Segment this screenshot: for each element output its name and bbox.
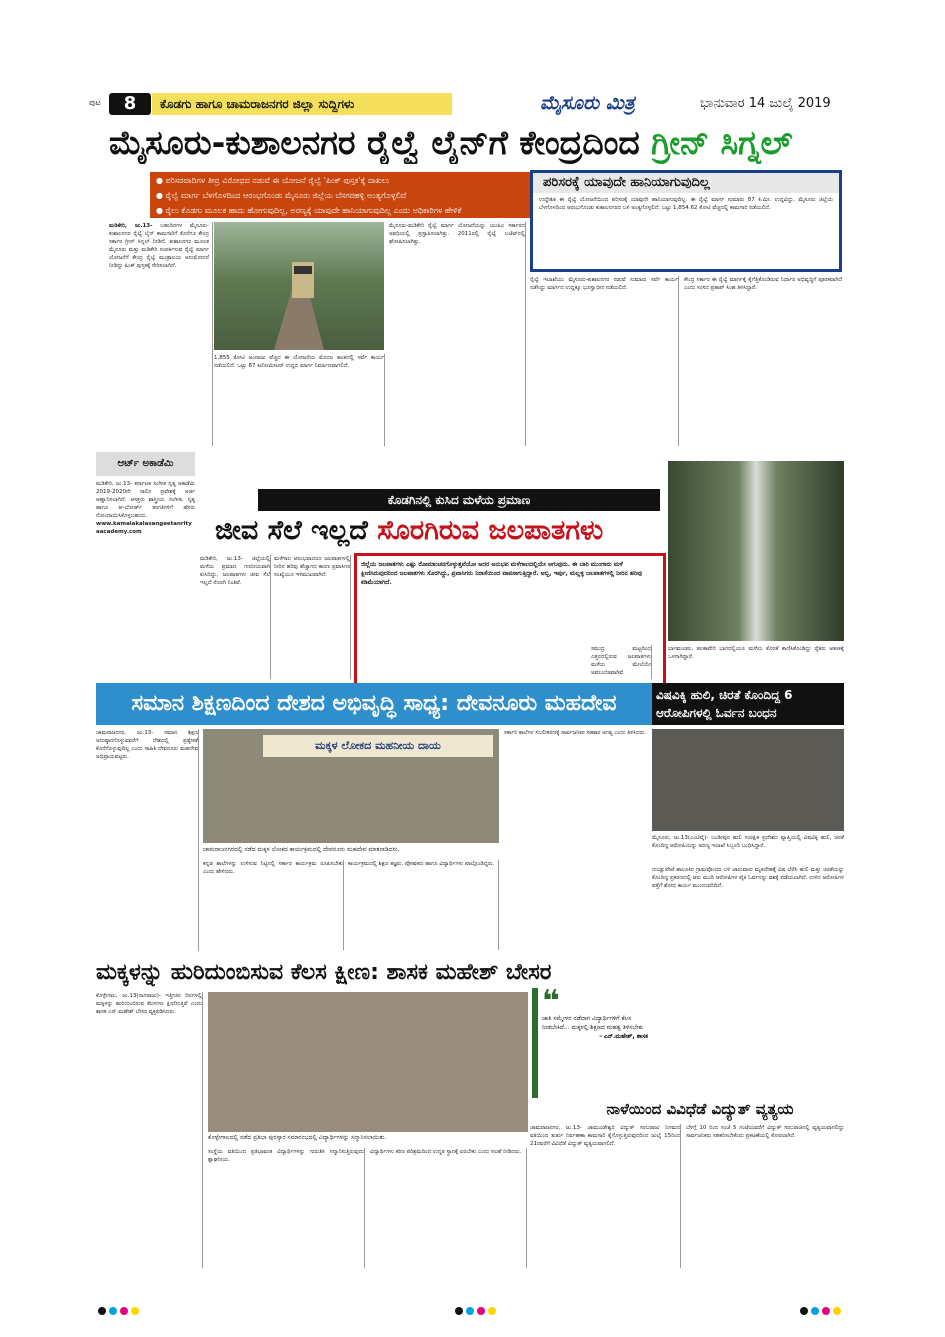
registration-dot	[466, 1307, 474, 1315]
waterfalls-body-col5: ಭಾಗಮಂಡಲ, ತಲಕಾವೇರಿ ಭಾಗದಲ್ಲಿಯೂ ಮಳೆಯ ಕೊರತೆ ಕಾಣಿಸಿಕೊಂಡಿದ್ದು ರೈತರು ಆತಂಕಕ್ಕೆ ಒಳಗಾಗಿದ್ದಾರೆ.	[668, 646, 844, 660]
education-body-col1: ಚಾಮರಾಜನಗರ, ಜು.13- ಸಮಾನ ಶಿಕ್ಷಣ ಅನುಷ್ಠಾನಗೊಳ್ಳುವವರೆಗೆ ದೇಶದಲ್ಲಿ ಪ್ರತ್ಯೇಕತೆ ಕೊನೆಗೊಳ್ಳುವುದಿಲ್ಲ ಎಂದು ಸಾಹಿತಿ ದೇವನೂರು ಮಹದೇವ ಅಭಿಪ್ರಾಯಪಟ್ಟರು.	[96, 729, 199, 951]
waterfalls-body-col4: ಸಮುದ್ರ ಮಟ್ಟದಿಂದ ಎತ್ತರದಲ್ಲಿರುವ ಜಲಪಾತಗಳು ಮಳೆಯ ಮೇಲೆಯೇ ಅವಲಂಬಿತವಾಗಿವೆ.	[591, 645, 652, 679]
quote-mark-icon: ❝	[542, 984, 560, 1019]
registration-dot	[131, 1307, 139, 1315]
waterfalls-body-col1: ಮಡಿಕೇರಿ, ಜು.13- ಜಿಲ್ಲೆಯಲ್ಲಿ ಮಳೆಯ ಪ್ರಮಾಣ ಗಣನೀಯವಾಗಿ ಕುಸಿದಿದ್ದು, ಜಲಪಾತಗಳು ಜೀವ ಸೆಲೆ ಇಲ್ಲದೆ ಸೊರಗಿ ನಿಂತಿವೆ.	[200, 555, 271, 679]
waterfalls-strap: ಕೊಡಗಿನಲ್ಲಿ ಕುಸಿದ ಮಳೆಯ ಪ್ರಮಾಣ	[258, 489, 660, 511]
paper-logo: ಮೈಸೂರು ಮಿತ್ರ	[540, 92, 635, 114]
page-number: 8	[123, 93, 137, 114]
power-body-col2: ಬೆಳಿಗ್ಗೆ 10 ರಿಂದ ಸಂಜೆ 5 ಗಂಟೆಯವರೆಗೆ ವಿದ್ಯುತ್ ಸರಬರಾಜಿನಲ್ಲಿ ವ್ಯತ್ಯಯವಾಗಲಿದ್ದು ಸಾರ್ವಜನಿಕರು ಸಹಕರಿಸಬೇಕೆಂದು ಪ್ರಕಟಣೆಯಲ್ಲಿ ಕೋರಲಾಗಿದೆ.	[686, 1125, 844, 1139]
lead-bullet: ● ಪರಿಸರವಾದಿಗಳ ತೀವ್ರ ವಿರೋಧದ ನಡುವೆ ಈ ಯೋಜನೆ ರೈಲ್ವೆ 'ಪಿಂಕ್ ಪುಸ್ತಕ'ಕ್ಕೆ ದಾಖಲು	[156, 176, 390, 185]
registration-dot	[488, 1307, 496, 1315]
waterfalls-headline	[215, 511, 665, 551]
lead-headline-main: ಮೈಸೂರು-ಕುಶಾಲನಗರ ರೈಲ್ವೆ ಲೈನ್‌ಗೆ ಕೇಂದ್ರದಿಂದ	[109, 123, 652, 162]
registration-marks-center	[455, 1300, 499, 1310]
waterfalls-body-col2: ಮಳೆಗಾಲ ಆರಂಭವಾದರೂ ಜಲಪಾತಗಳಲ್ಲಿ ನೀರಿನ ಹರಿವು ಹೆಚ್ಚಾಗದ ಕಾರಣ ಪ್ರವಾಸಿಗರ ಸಂಖ್ಯೆಯೂ ಇಳಿಮುಖವಾಗಿದೆ.	[274, 555, 351, 679]
environment-box	[530, 170, 842, 272]
arts-academy-body: ಮಡಿಕೇರಿ, ಜು.13- ಕರ್ನಾಟಕ ಸಂಗೀತ ನೃತ್ಯ ಅಕಾಡೆಮಿ 2019-2020ನೇ ಸಾಲಿನ ಪ್ರವೇಶಕ್ಕೆ ಅರ್ಜಿ ಆಹ್ವಾನಿಸಲಾಗಿದೆ. ಆಸಕ್ತರು ಶಾಸ್ತ್ರೀಯ ಸಂಗೀತ, ನೃತ್ಯ ಹಾಗೂ ಕೀ-ಬೋರ್ಡ್ ತರಗತಿಗಳಿಗೆ ಹೆಸರು ನೋಂದಾಯಿಸಿಕೊಳ್ಳಬಹುದು. www.kamalakalasangeetanrityaacademy.com	[96, 481, 195, 535]
registration-dot	[455, 1307, 463, 1315]
registration-dot	[120, 1307, 128, 1315]
education-headline: ಸಮಾನ ಶಿಕ್ಷಣದಿಂದ ದೇಶದ ಅಭಿವೃದ್ಧಿ ಸಾಧ್ಯ: ದೇವನೂರು ಮಹದೇವ	[96, 683, 652, 725]
education-body-col2: ಕನ್ನಡ ಶಾಲೆಗಳನ್ನು ಉಳಿಸುವ ನಿಟ್ಟಿನಲ್ಲಿ ಸರ್ಕಾರ ಕಾರ್ಯಕ್ರಮ ರೂಪಿಸಬೇಕು ಎಂದು ಹೇಳಿದರು.	[203, 860, 344, 950]
power-headline: ನಾಳೆಯಿಂದ ವಿವಿಧೆಡೆ ವಿದ್ಯುತ್ ವ್ಯತ್ಯಯ	[606, 1100, 794, 1118]
page-number-badge	[109, 93, 151, 115]
arrest-caption: ಮೈಸೂರು, ಜು.13(ಎಂಟಿವೈ)- ಬಂಡೀಪುರ ಹುಲಿ ಸಂರಕ್ಷಿತ ಪ್ರದೇಶದ ವ್ಯಾಪ್ತಿಯಲ್ಲಿ ವಿಷವಿಕ್ಕಿ ಹುಲಿ, ಚಿರತೆ ಕೊಂದಿದ್ದ ಆರೋಪಿಯನ್ನು ಅರಣ್ಯ ಇಲಾಖೆ ಸಿಬ್ಬಂದಿ ಬಂಧಿಸಿದ್ದಾರೆ.	[652, 835, 844, 849]
waterfall-photo	[668, 461, 844, 641]
lead-body-col4: ರೈಲ್ವೆ ಇಲಾಖೆಯು ಮೈಸೂರು-ಕುಶಾಲನಗರ ನಡುವೆ ಸುಮಾರು ಸರ್ವೆ ಕಾರ್ಯ ನಡೆಸಿದ್ದು ಮಾರ್ಗದ ಉದ್ದಕ್ಕೂ ಭೂಸ್ವಾಧೀನ ನಡೆಯಲಿದೆ.	[530, 276, 679, 446]
lead-headline	[109, 122, 844, 164]
issue-date: ಭಾನುವಾರ 14 ಜುಲೈ 2019	[700, 96, 831, 111]
registration-dot	[477, 1307, 485, 1315]
waterfalls-headline-red: ಸೊರಗಿರುವ ಜಲಪಾತಗಳು	[377, 515, 604, 546]
registration-dot	[109, 1307, 117, 1315]
registration-dot	[833, 1307, 841, 1315]
education-photo-caption: ಚಾಮರಾಜನಗರದಲ್ಲಿ ನಡೆದ ಮಕ್ಕಳ ಲೋಕದ ಕಾರ್ಯಕ್ರಮದಲ್ಲಿ ದೇವನೂರು ಮಹದೇವ ಮಾತನಾಡಿದರು.	[203, 846, 400, 853]
registration-dot	[811, 1307, 819, 1315]
lead-body-col2: 1,855 ಕೋಟಿ ಅಂದಾಜು ವೆಚ್ಚದ ಈ ಯೋಜನೆಯ ಮೊದಲ ಹಂತದಲ್ಲಿ ಸರ್ವೆ ಕಾರ್ಯ ನಡೆಯಲಿದೆ. ಒಟ್ಟು 87 ಕಿಲೋಮೀಟರ್ ಉದ್ದದ ಮಾರ್ಗ ನಿರ್ಮಾಣವಾಗಲಿದೆ.	[214, 354, 385, 446]
children-quote-box	[532, 984, 652, 1098]
lead-dateline: ಮಡಿಕೇರಿ, ಜು.13-	[109, 223, 153, 229]
registration-marks-right	[800, 1300, 844, 1310]
registration-marks-left	[98, 1300, 142, 1310]
children-photo-caption: ಕೊಳ್ಳೇಗಾಲದಲ್ಲಿ ನಡೆದ ಪ್ರತಿಭಾ ಪುರಸ್ಕಾರ ಸಮಾರಂಭದಲ್ಲಿ ವಿದ್ಯಾರ್ಥಿಗಳನ್ನು ಸನ್ಮಾನಿಸಲಾಯಿತು.	[208, 1134, 387, 1141]
power-body-col1: ಚಾಮರಾಜನಗರ, ಜು.13- ಚಾಮುಂಡೇಶ್ವರಿ ವಿದ್ಯುತ್ ಸರಬರಾಜು ನಿಗಮದ ವತಿಯಿಂದ ತುರ್ತು ನಿರ್ವಹಣಾ ಕಾಮಗಾರಿ ಕೈಗೊಳ್ಳುತ್ತಿರುವುದರಿಂದ ಜುಲೈ 15ರಿಂದ 21ರವರೆಗೆ ವಿವಿಧೆಡೆ ವಿದ್ಯುತ್ ವ್ಯತ್ಯಯವಾಗಲಿದೆ.	[530, 1124, 681, 1268]
children-quote: ಜಾತಿ ಸಮ್ಮೇಳನ ನಡೆದಾಗ ವಿದ್ಯಾರ್ಥಿಗಳಿಗೆ ಕೆಲಸ ನೀಡಬೇಕಿದೆ... ಮಕ್ಕಳಲ್ಲಿ ಶಿಕ್ಷಣದ ಮಹತ್ವ ತಿಳಿಸಬೇಕು	[542, 1015, 644, 1031]
section-title: ಕೊಡಗು ಹಾಗೂ ಚಾಮರಾಜನಗರ ಜಿಲ್ಲಾ ಸುದ್ದಿಗಳು	[152, 93, 452, 115]
arts-academy-title: ಆರ್ಟ್ ಅಕಾಡೆಮಿ	[96, 452, 195, 476]
registration-dot	[800, 1307, 808, 1315]
education-event-banner: ಮಕ್ಕಳ ಲೋಕದ ಮಹನೀಯ ದಾಯ	[263, 735, 493, 757]
education-body-col3: ಕಾರ್ಯಕ್ರಮದಲ್ಲಿ ಶಿಕ್ಷಣ ತಜ್ಞರು, ಪೋಷಕರು ಹಾಗೂ ವಿದ್ಯಾರ್ಥಿಗಳು ಪಾಲ್ಗೊಂಡಿದ್ದರು.	[348, 860, 499, 950]
environment-box-title: ಪರಿಸರಕ್ಕೆ ಯಾವುದೇ ಹಾನಿಯಾಗುವುದಿಲ್ಲ	[533, 173, 839, 193]
arts-academy-website[interactable]: www.kamalakalasangeetanrityaacademy.com	[96, 521, 192, 535]
children-body-col3: ವಿದ್ಯಾರ್ಥಿಗಳು ಕಠಿಣ ಪರಿಶ್ರಮದಿಂದ ಉನ್ನತ ಸ್ಥಾನಕ್ಕೆ ಏರಬೇಕು ಎಂದು ಸಲಹೆ ನೀಡಿದರು.	[370, 1148, 527, 1268]
registration-dot	[98, 1307, 106, 1315]
children-event-photo	[208, 992, 528, 1132]
lead-bullet: ● ರೈಲು ಕೊಡಗು ಮೂಲಕ ಹಾದು ಹೋಗುವುದಿಲ್ಲ, ಅರಣ್ಯಕ್ಕೆ ಯಾವುದೇ ಹಾನಿಯಾಗುವುದಿಲ್ಲ ಎಂದು ಅಧಿಕಾರಿಗಳ ಹೇಳಿಕೆ	[156, 206, 462, 215]
railway-photo	[214, 222, 384, 350]
children-body-col1: ಕೊಳ್ಳೇಗಾಲ, ಜು.13(ನಾಗರಾಜು)- ಇತ್ತೀಚಿನ ದಿನಗಳಲ್ಲಿ ಮಕ್ಕಳನ್ನು ಹುರಿದುಂಬಿಸುವ ಕೆಲಸಗಳು ಕ್ಷೀಣಿಸುತ್ತಿವೆ ಎಂದು ಶಾಸಕ ಎನ್.ಮಹೇಶ್ ಬೇಸರ ವ್ಯಕ್ತಪಡಿಸಿದರು.	[96, 992, 203, 1268]
arrest-photo	[652, 729, 844, 831]
arrest-headline: ವಿಷವಿಕ್ಕಿ ಹುಲಿ, ಚಿರತೆ ಕೊಂದಿದ್ದ 6 ಆರೋಪಿಗಳಲ್ಲಿ ಓರ್ವನ ಬಂಧನ	[652, 683, 844, 725]
children-body-col2: ಸಂಸ್ಥೆಯ ವತಿಯಿಂದ ಪ್ರತಿಭಾವಂತ ವಿದ್ಯಾರ್ಥಿಗಳನ್ನು ಗುರುತಿಸಿ ಸನ್ಮಾನಿಸುತ್ತಿರುವುದು ಶ್ಲಾಘನೀಯ.	[208, 1148, 365, 1268]
lead-bullets	[150, 172, 530, 218]
lead-bullet: ● ರೈಲ್ವೆ ಮಾರ್ಗ ಬೆಳಗೊಳದಿಂದ ಆರಂಭಗೊಂಡು ಮೈಸೂರು ಜಿಲ್ಲೆಯ ಬೆಸಗರಹಳ್ಳಿ ಅಂತ್ಯಗೊಳ್ಳಲಿದೆ	[156, 191, 407, 200]
lead-body-col5: ಕೇಂದ್ರ ಸರ್ಕಾರ ಈ ರೈಲ್ವೆ ಮಾರ್ಗಕ್ಕೆ ಕೈಗೆತ್ತಿಕೊಂಡಿರುವ ನಿರ್ಧಾರ ಅಭಿವೃದ್ಧಿಗೆ ಪೂರಕವಾಗಿದೆ ಎಂದು ಸಂಸದ ಪ್ರತಾಪ್ ಸಿಂಹ ತಿಳಿಸಿದ್ದಾರೆ.	[684, 277, 842, 291]
children-headline: ಮಕ್ಕಳನ್ನು ಹುರಿದುಂಬಿಸುವ ಕೆಲಸ ಕ್ಷೀಣ: ಶಾಸಕ ಮಹೇಶ್ ಬೇಸರ	[96, 960, 552, 985]
page-label: ಪುಟ	[89, 98, 101, 107]
registration-dot	[822, 1307, 830, 1315]
waterfalls-headline-black: ಜೀವ ಸೆಲೆ ಇಲ್ಲದೆ	[215, 515, 378, 546]
education-body-col4: ಸರ್ಕಾರಿ ಶಾಲೆಗಳ ಸಬಲೀಕರಣಕ್ಕೆ ಸಾರ್ವಜನಿಕರ ಸಹಕಾರ ಅಗತ್ಯ ಎಂದು ತಿಳಿಸಿದರು.	[504, 730, 647, 736]
education-event-photo	[203, 729, 499, 843]
lead-headline-green: ಗ್ರೀನ್ ಸಿಗ್ನಲ್	[651, 123, 793, 162]
arrest-body: ಗುಂಡ್ಲುಪೇಟೆ ತಾಲೂಕಿನ ಗ್ರಾಮವೊಂದರ ಬಳಿ ಜಾನುವಾರು ಮೃತದೇಹಕ್ಕೆ ವಿಷ ಬೆರೆಸಿ ಹುಲಿ ಮತ್ತು ಚಿರತೆಯನ್ನು ಕೊಂದಿದ್ದ ಪ್ರಕರಣದಲ್ಲಿ ಆರು ಮಂದಿ ಆರೋಪಿಗಳ ಪೈಕಿ ಓರ್ವನನ್ನು ವಶಕ್ಕೆ ಪಡೆಯಲಾಗಿದೆ. ಉಳಿದ ಆರೋಪಿಗಳ ಪತ್ತೆಗೆ ಶೋಧ ಕಾರ್ಯ ಮುಂದುವರಿದಿದೆ.	[652, 867, 844, 889]
environment-box-body: ಉದ್ದೇಶಿತ ಈ ರೈಲ್ವೆ ಯೋಜನೆಯಿಂದ ಪರಿಸರಕ್ಕೆ ಯಾವುದೇ ಹಾನಿಯಾಗುವುದಿಲ್ಲ. ಈ ರೈಲ್ವೆ ಮಾರ್ಗ ಸುಮಾರು 87 ಕಿ.ಮೀ. ಉದ್ದವಿದ್ದು, ಮೈಸೂರು ಜಿಲ್ಲೆಯ ಬೆಳಗೊಳದಿಂದ ಆರಂಭಗೊಂಡು ಕುಶಾಲನಗರದ ಬಳಿ ಅಂತ್ಯಗೊಳ್ಳಲಿದೆ. ಒಟ್ಟು 1,854.62 ಕೋಟಿ ವೆಚ್ಚದಲ್ಲಿ ಕಾಮಗಾರಿ ನಡೆಯಲಿದೆ.	[539, 197, 833, 211]
lead-body-col1: ಮಡಿಕೇರಿ, ಜು.13- ಬಹುದಿನಗಳ ಮೈಸೂರು-ಕುಶಾಲನಗರ ರೈಲ್ವೆ ಲೈನ್ ಕಾಮಗಾರಿಗೆ ಕೊನೆಗೂ ಕೇಂದ್ರ ಸರ್ಕಾರ ಗ್ರೀನ್ ಸಿಗ್ನಲ್ ನೀಡಿದೆ. ಕುಶಾಲನಗರ ಮೂಲಕ ಮೈಸೂರು ಮತ್ತು ಮಡಿಕೇರಿ ಸಂಪರ್ಕಿಸುವ ರೈಲ್ವೆ ಮಾರ್ಗ ಯೋಜನೆಗೆ ಕೇಂದ್ರ ರೈಲ್ವೆ ಮಂತ್ರಾಲಯ ಅನುಮೋದನೆ ನೀಡಿದ್ದು ಪಿಂಕ್ ಪುಸ್ತಕಕ್ಕೆ ಸೇರಿಸಲಾಗಿದೆ.	[109, 222, 213, 446]
train-track-illustration	[214, 222, 384, 350]
lead-body-col3: ಮೈಸೂರು-ಮಡಿಕೇರಿ ರೈಲ್ವೆ ಮಾರ್ಗ ಯೋಜನೆಯನ್ನು ಯುಪಿಎ ಸರ್ಕಾರದ ಅವಧಿಯಲ್ಲಿ ಪ್ರಸ್ತಾಪಿಸಲಾಗಿತ್ತು. 2011ರಲ್ಲಿ ರೈಲ್ವೆ ಬಜೆಟ್‌ನಲ್ಲಿ ಘೋಷಿಸಲಾಗಿತ್ತು.	[389, 222, 526, 446]
children-quote-author: - ಎನ್.ಮಹೇಶ್, ಶಾಸಕ	[599, 1033, 648, 1040]
waterfalls-callout: ಜಿಲ್ಲೆಯ ಜಲಪಾತಗಳು ಎಷ್ಟು ರೋಮಾಂಚನಗೊಳ್ಳುತ್ತವೆಯೋ ಅದರ ಅನುಭವ ಮಳೆಗಾಲದಲ್ಲಿಯೇ ಆಗುವುದು. ಈ ಬಾರಿ ಮುಂಗಾರು ಮಳೆ ಕ್ಷೀಣಿಸಿರುವುದರಿಂದ ಜಲಪಾತಗಳು ಸೊರಗಿದ್ದು, ಪ್ರವಾಸಿಗರು ನಿರಾಸೆಯಿಂದ ವಾಪಸಾಗುತ್ತಿದ್ದಾರೆ. ಅಬ್ಬಿ, ಇರ್ಪು, ಮಲ್ಲಳ್ಳಿ ಜಲಪಾತಗಳಲ್ಲಿ ನೀರಿನ ಹರಿವು ಕಡಿಮೆಯಾಗಿದೆ.	[354, 553, 666, 688]
